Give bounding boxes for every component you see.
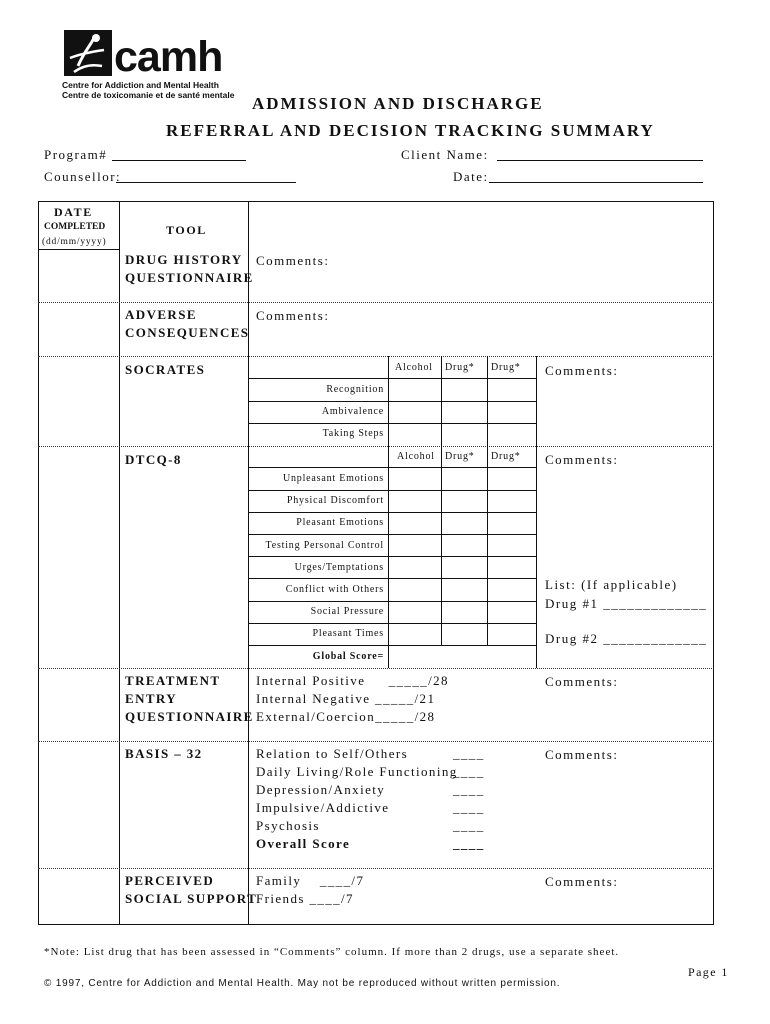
- adverse-label-1: ADVERSE: [125, 307, 197, 322]
- perceived-label-2: SOCIAL SUPPORT: [125, 891, 258, 906]
- teq-item: External/Coercion_____/28: [256, 709, 436, 724]
- basis-blank: ____: [453, 836, 485, 851]
- title-line-1: ADMISSION AND DISCHARGE: [252, 94, 544, 113]
- perceived-label-1: PERCEIVED: [125, 873, 215, 888]
- basis-item: Daily Living/Role Functioning: [256, 764, 458, 779]
- date-label: Date:: [453, 169, 489, 184]
- table-left-border: [38, 201, 39, 924]
- basis-blank: ____: [453, 764, 485, 779]
- socrates-comments: Comments:: [545, 363, 619, 378]
- basis-blank: ____: [453, 746, 485, 761]
- perceived-comments: Comments:: [545, 874, 619, 889]
- grid-line: [487, 446, 488, 646]
- grid-line: [248, 601, 537, 602]
- teq-item: Internal Positive _____/28: [256, 673, 449, 688]
- counsellor-label: Counsellor:: [44, 169, 122, 184]
- table-bottom-border: [38, 924, 714, 925]
- basis-blank: ____: [453, 818, 485, 833]
- teq-item: Internal Negative _____/21: [256, 691, 436, 706]
- basis-label: BASIS – 32: [125, 746, 203, 761]
- dtcq-label: DTCQ-8: [125, 452, 182, 467]
- teq-label-3: QUESTIONNAIRE: [125, 709, 254, 724]
- grid-line: [388, 446, 389, 668]
- socrates-col-drug-2: Drug*: [491, 362, 521, 373]
- socrates-label: SOCRATES: [125, 362, 206, 377]
- grid-line: [248, 467, 537, 468]
- grid-line: [248, 623, 537, 624]
- drug-history-comments: Comments:: [256, 253, 330, 268]
- basis-overall-score: Overall Score: [256, 836, 351, 851]
- drug-history-label-1: DRUG HISTORY: [125, 252, 243, 267]
- perceived-item: Family ____/7: [256, 873, 365, 888]
- date-format-hint: (dd/mm/yyyy): [42, 237, 107, 247]
- program-field[interactable]: [112, 146, 246, 161]
- date-header-divider: [38, 249, 120, 250]
- dtcq-col-alcohol: Alcohol: [397, 451, 435, 462]
- basis-item: Relation to Self/Others: [256, 746, 409, 761]
- dtcq-col-drug-1: Drug*: [445, 451, 475, 462]
- table-top-border: [38, 201, 714, 202]
- adverse-label-2: CONSEQUENCES: [125, 325, 250, 340]
- grid-line: [248, 556, 537, 557]
- logo-subtitle-en: Centre for Addiction and Mental Health: [62, 80, 219, 90]
- teq-comments: Comments:: [545, 674, 619, 689]
- dtcq-row-label: Conflict with Others: [285, 584, 384, 595]
- grid-line: [248, 534, 537, 535]
- tool-header: TOOL: [166, 223, 207, 237]
- grid-line: [441, 446, 442, 646]
- socrates-row-label: Ambivalence: [321, 406, 384, 417]
- grid-line: [248, 401, 537, 402]
- counsellor-field[interactable]: [116, 168, 296, 183]
- completed-header: COMPLETED: [44, 222, 106, 232]
- dtcq-row-label: Urges/Temptations: [294, 562, 384, 573]
- camh-logo-icon: [64, 30, 112, 76]
- dtcq-row-label: Pleasant Emotions: [296, 517, 384, 528]
- row-separator: [38, 868, 714, 869]
- dtcq-drug-1: Drug #1 _____________: [545, 596, 708, 611]
- socrates-row-label: Taking Steps: [322, 428, 384, 439]
- basis-item: Psychosis: [256, 818, 320, 833]
- program-label: Program#: [44, 147, 108, 162]
- dtcq-comments: Comments:: [545, 452, 619, 467]
- grid-line: [248, 490, 537, 491]
- row-separator: [38, 356, 714, 357]
- dtcq-row-label: Physical Discomfort: [286, 495, 384, 506]
- dtcq-col-drug-2: Drug*: [491, 451, 521, 462]
- client-name-label: Client Name:: [401, 147, 489, 162]
- teq-label-2: ENTRY: [125, 691, 178, 706]
- date-header: DATE: [54, 205, 93, 219]
- dtcq-row-label: Pleasant Times: [312, 628, 384, 639]
- logo-subtitle-fr: Centre de toxicomanie et de santé mentale: [62, 90, 235, 100]
- client-name-field[interactable]: [497, 146, 703, 161]
- logo-wordmark: camh: [114, 33, 223, 81]
- dtcq-row-label: Testing Personal Control: [265, 540, 384, 551]
- dtcq-global-score: Global Score=: [312, 651, 384, 662]
- basis-item: Depression/Anxiety: [256, 782, 386, 797]
- dtcq-row-label: Social Pressure: [310, 606, 384, 617]
- socrates-col-drug-1: Drug*: [445, 362, 475, 373]
- copyright: © 1997, Centre for Addiction and Mental Health. May not be reproduced without written permission.: [44, 978, 561, 989]
- date-field[interactable]: [489, 168, 703, 183]
- row-separator: [38, 741, 714, 742]
- footer-note: *Note: List drug that has been assessed in “Comments” column. If more than 2 drugs, use a separate sheet.: [44, 946, 620, 958]
- grid-line: [248, 645, 537, 646]
- grid-line: [248, 378, 537, 379]
- row-separator: [38, 446, 714, 447]
- dtcq-row-label: Unpleasant Emotions: [282, 473, 384, 484]
- dtcq-drug-2: Drug #2 _____________: [545, 631, 708, 646]
- grid-line: [248, 423, 537, 424]
- basis-comments: Comments:: [545, 747, 619, 762]
- grid-line: [248, 578, 537, 579]
- basis-blank: ____: [453, 782, 485, 797]
- socrates-row-label: Recognition: [326, 384, 384, 395]
- row-separator: [38, 302, 714, 303]
- table-right-border: [713, 201, 714, 924]
- grid-line: [536, 446, 537, 668]
- teq-label-1: TREATMENT: [125, 673, 221, 688]
- drug-history-label-2: QUESTIONNAIRE: [125, 270, 254, 285]
- perceived-item: Friends ____/7: [256, 891, 354, 906]
- date-column-divider: [119, 201, 120, 924]
- adverse-comments: Comments:: [256, 308, 330, 323]
- grid-line: [248, 512, 537, 513]
- title-line-2: REFERRAL AND DECISION TRACKING SUMMARY: [166, 121, 655, 140]
- basis-blank: ____: [453, 800, 485, 815]
- socrates-col-alcohol: Alcohol: [395, 362, 433, 373]
- basis-item: Impulsive/Addictive: [256, 800, 390, 815]
- page-number: Page 1: [688, 965, 729, 979]
- dtcq-list-label: List: (If applicable): [545, 577, 678, 592]
- row-separator: [38, 668, 714, 669]
